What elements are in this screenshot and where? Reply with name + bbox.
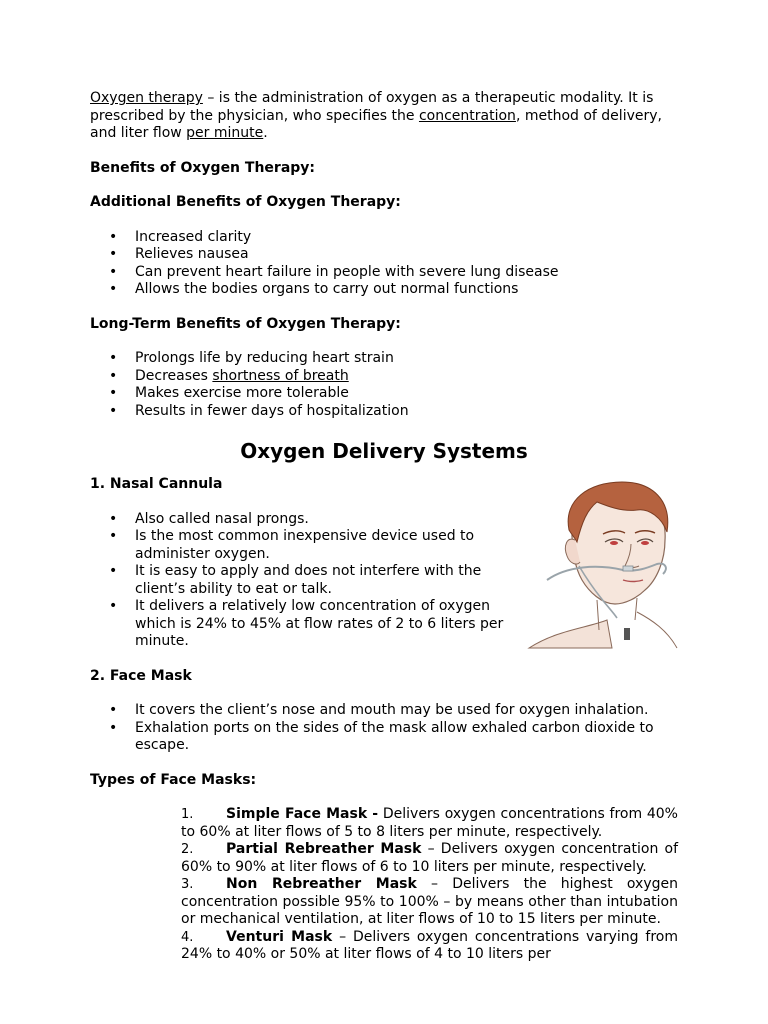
intro-text-3: . <box>263 125 268 141</box>
mask-name: Non Rebreather Mask <box>226 876 417 892</box>
list-item: • Also called nasal prongs. <box>135 511 520 529</box>
item-number: 2. <box>181 842 194 857</box>
list-item <box>181 841 678 876</box>
mask-description: – Delivers oxygen concentrations varying from 24% to 40% or 50% at liter flows of 4 to 10 liters per <box>181 928 678 962</box>
mask-name: Simple Face Mask - <box>226 806 379 822</box>
list-item: • It covers the client’s nose and mouth may be used for oxygen inhalation. <box>135 702 678 720</box>
list-item: • It is easy to apply and does not interfere with the client’s ability to eat or talk. <box>135 563 520 598</box>
nasal-cannula-illustration <box>527 480 682 650</box>
intro-text-2: , method of delivery, and liter flow <box>90 107 662 141</box>
list-item: • Exhalation ports on the sides of the mask allow exhaled carbon dioxide to escape. <box>135 720 678 755</box>
list-item: • Results in fewer days of hospitalization <box>135 403 678 421</box>
types-of-face-masks-heading: Types of Face Masks: <box>90 771 257 788</box>
list-item <box>181 929 678 964</box>
list-item: • Allows the bodies organs to carry out normal functions <box>135 281 678 299</box>
section-title: Oxygen Delivery Systems <box>240 439 528 463</box>
mask-name: Partial Rebreather Mask <box>226 841 422 857</box>
list-item <box>181 876 678 929</box>
benefits-heading: Benefits of Oxygen Therapy: <box>90 159 316 176</box>
oxygen-therapy-term[interactable]: Oxygen therapy <box>90 90 203 106</box>
long-term-benefits-list <box>90 350 678 420</box>
mask-name: Venturi Mask <box>226 928 333 945</box>
mask-description: – Delivers the highest oxygen concentration possible 95% to 100% – by means other than intubation or mechanical ventilation, at liter flows of 10 to 15 liters per minute. <box>181 876 678 927</box>
list-item: • Makes exercise more tolerable <box>135 385 678 403</box>
list-item: • Is the most common inexpensive device used to administer oxygen. <box>135 528 520 563</box>
shortness-of-breath-link[interactable]: shortness of breath <box>212 367 349 384</box>
nasal-cannula-heading: 1. Nasal Cannula <box>90 476 223 492</box>
intro-text-1: – is the administration of oxygen as a therapeutic modality. It is prescribed by the physician, who specifies the <box>90 90 654 124</box>
additional-benefits-heading: Additional Benefits of Oxygen Therapy: <box>90 194 401 210</box>
face-mask-heading: 2. Face Mask <box>90 667 192 684</box>
list-item <box>135 368 678 386</box>
list-item: • Prolongs life by reducing heart strain <box>135 350 678 368</box>
list-item <box>181 806 678 841</box>
list-item: • Can prevent heart failure in people with severe lung disease <box>135 264 678 282</box>
face-mask-types-list <box>90 806 678 964</box>
document-page <box>90 90 678 964</box>
additional-benefits-list <box>90 229 678 299</box>
face-mask-list <box>90 702 678 755</box>
long-term-benefits-heading: Long-Term Benefits of Oxygen Therapy: <box>90 315 401 332</box>
intro-paragraph <box>90 90 678 143</box>
item-number: 4. <box>181 929 194 945</box>
concentration-link[interactable]: concentration <box>418 107 516 124</box>
list-item: • It delivers a relatively low concentration of oxygen which is 24% to 45% at flow rates of 2 to 6 liters per minute. <box>135 598 520 651</box>
list-item-text: Decreases <box>135 367 213 384</box>
item-number: 3. <box>181 877 194 892</box>
per-minute-link[interactable]: per minute <box>186 125 264 141</box>
nasal-cannula-list <box>90 511 520 651</box>
mask-description: Delivers oxygen concentrations from 40% to 60% at liter flows of 5 to 8 liters per minute, respectively. <box>181 806 678 840</box>
mask-description: – Delivers oxygen concentration of 60% to 90% at liter flows of 6 to 10 liters per minute, respectively. <box>181 841 678 875</box>
item-number: 1. <box>181 807 194 822</box>
list-item: • Relieves nausea <box>135 246 678 264</box>
list-item: • Increased clarity <box>135 229 678 247</box>
